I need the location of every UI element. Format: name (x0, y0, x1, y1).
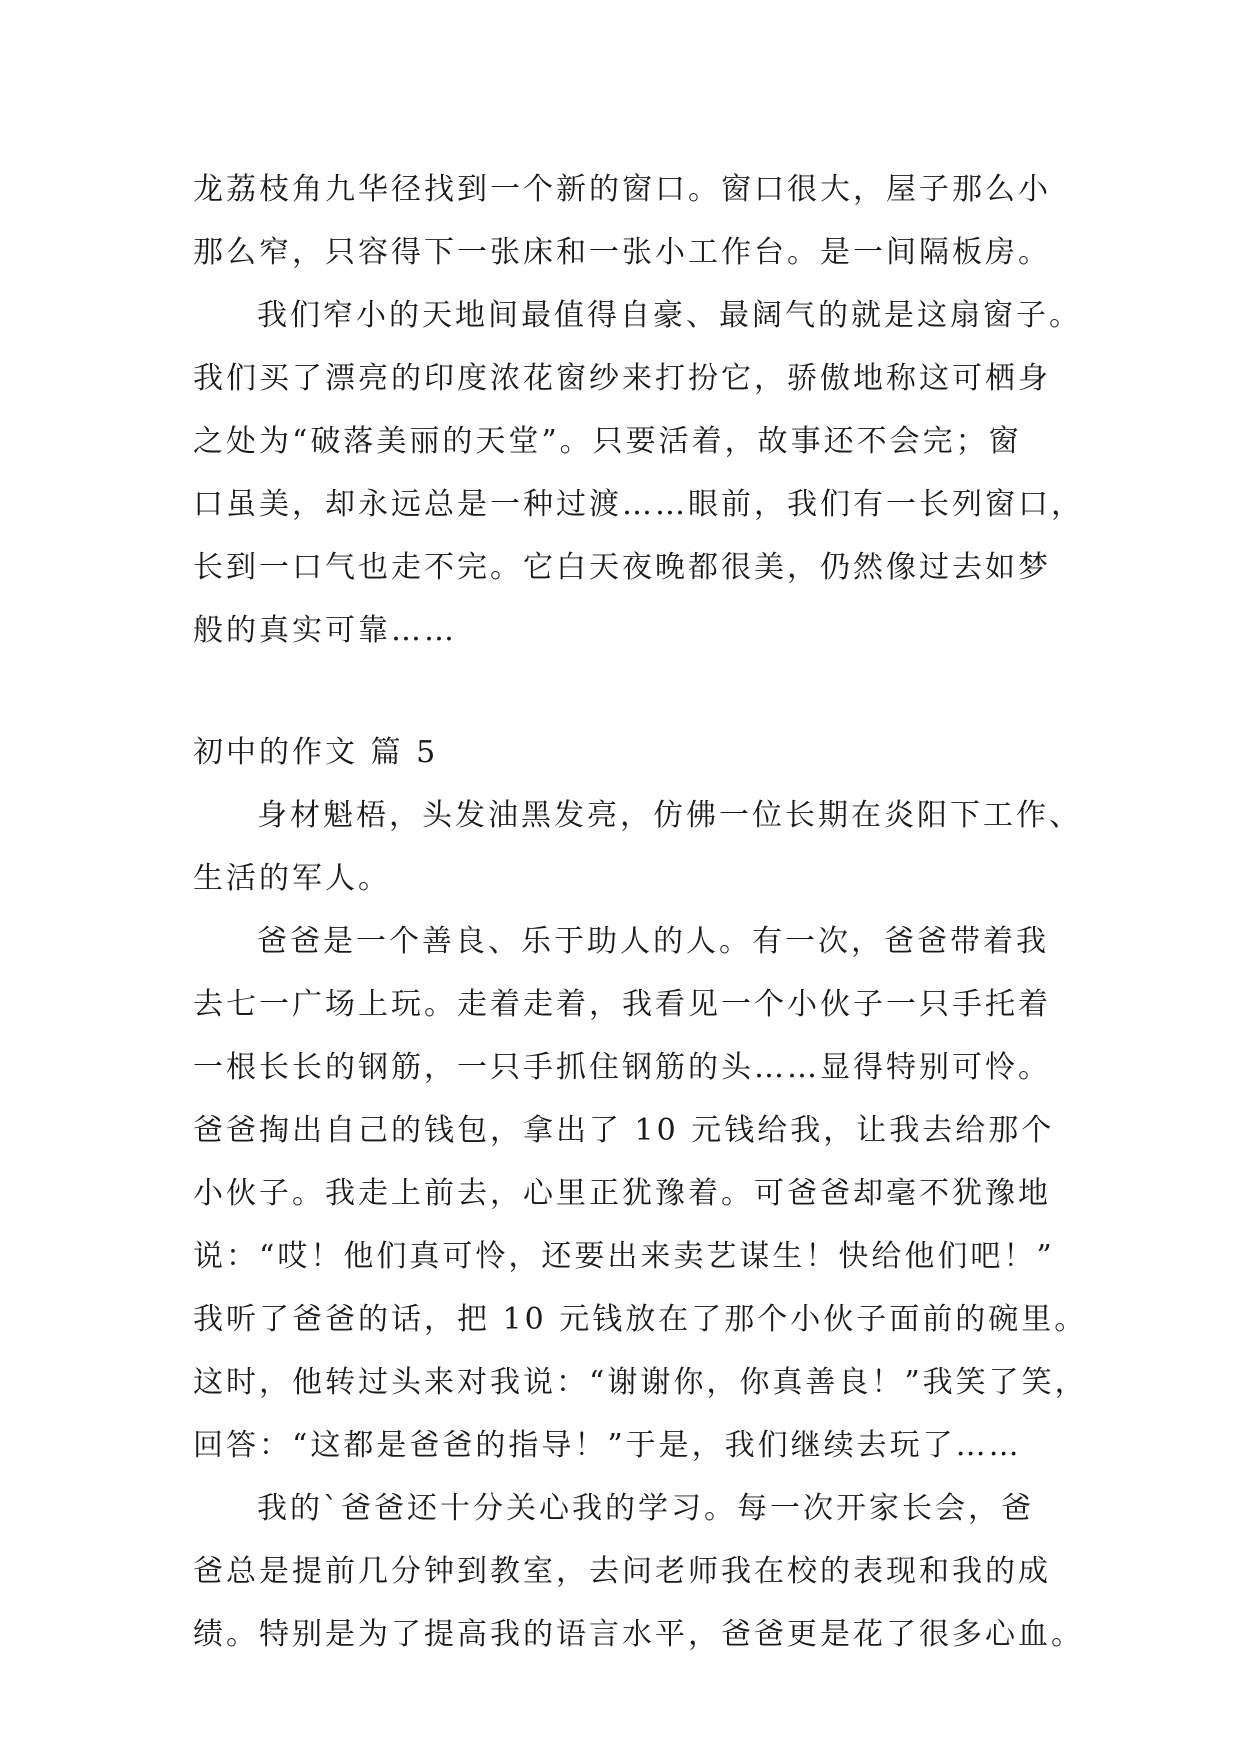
text-line: 般的真实可靠…… (193, 613, 457, 648)
text-line: 之处为“破落美丽的天堂”。只要活着，故事还不会完；窗 (193, 424, 1022, 459)
text-line: 爸总是提前几分钟到教室，去问老师我在校的表现和我的成 (193, 1554, 1051, 1589)
text-line: 一根长长的钢筋，一只手抓住钢筋的头……显得特别可怜。 (193, 1050, 1051, 1085)
text-line: 龙荔枝角九华径找到一个新的窗口。窗口很大，屋子那么小 (193, 172, 1051, 207)
text-line: 这时，他转过头来对我说：“谢谢你，你真善良！”我笑了笑， (193, 1365, 1088, 1400)
paragraph-first-line: 我们窄小的天地间最值得自豪、最阔气的就是这扇窗子。 (257, 298, 1082, 333)
text-line: 生活的军人。 (193, 861, 391, 896)
text-line: 我听了爸爸的话，把 10 元钱放在了那个小伙子面前的碗里。 (193, 1302, 1088, 1337)
section-heading: 初中的作文 篇 5 (193, 735, 439, 770)
paragraph-first-line: 我的`爸爸还十分关心我的学习。每一次开家长会，爸 (257, 1491, 1034, 1526)
text-line: 爸爸掏出自己的钱包，拿出了 10 元钱给我，让我去给那个 (193, 1113, 1055, 1148)
text-line: 口虽美，却永远总是一种过渡……眼前，我们有一长列窗口， (193, 487, 1084, 522)
text-line: 去七一广场上玩。走着走着，我看见一个小伙子一只手托着 (193, 987, 1051, 1022)
text-line: 说：“哎！他们真可怜，还要出来卖艺谋生！快给他们吧！” (193, 1239, 1055, 1274)
paragraph-first-line: 身材魁梧，头发油黑发亮，仿佛一位长期在炎阳下工作、 (257, 798, 1082, 833)
text-line: 回答：“这都是爸爸的指导！”于是，我们继续去玩了…… (193, 1428, 1022, 1463)
text-line: 绩。特别是为了提高我的语言水平，爸爸更是花了很多心血。 (193, 1617, 1084, 1652)
text-line: 我们买了漂亮的印度浓花窗纱来打扮它，骄傲地称这可栖身 (193, 361, 1051, 396)
text-line: 长到一口气也走不完。它白天夜晚都很美，仍然像过去如梦 (193, 550, 1051, 585)
text-line: 那么窄，只容得下一张床和一张小工作台。是一间隔板房。 (193, 235, 1051, 270)
paragraph-first-line: 爸爸是一个善良、乐于助人的人。有一次，爸爸带着我 (257, 924, 1049, 959)
text-line: 小伙子。我走上前去，心里正犹豫着。可爸爸却毫不犹豫地 (193, 1176, 1051, 1211)
